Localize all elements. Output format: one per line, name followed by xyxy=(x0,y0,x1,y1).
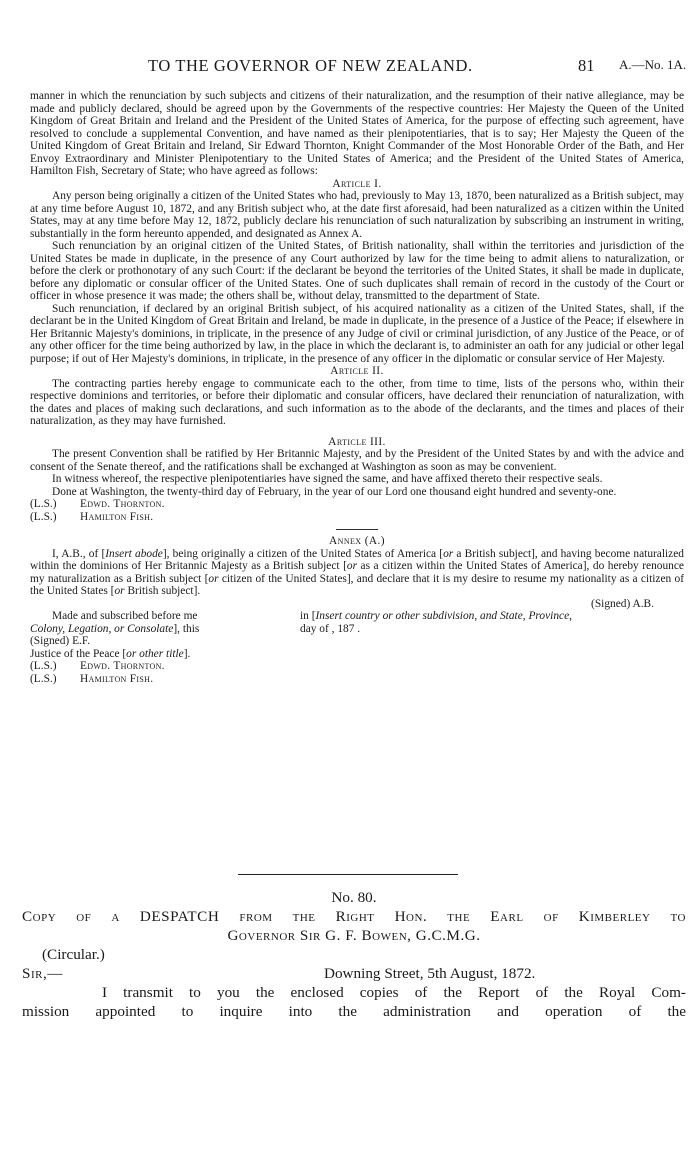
signed-ab: (Signed) A.B. xyxy=(591,597,654,610)
circular-label: (Circular.) xyxy=(42,946,105,963)
signatory-name: Edwd. Thornton. xyxy=(80,660,165,672)
article-1-paragraph: Any person being originally a citizen of the United States who had, previously to May 13, 1870, been naturalized as a British subject, may at any time before August 10, 1872, and any British subject who, at the date first aforesaid, had been naturalized as a citizen within the United States, may at any time before May 12, 1872, publicly declare his renunciation of such naturalization by subscribing an instrument in writing, substantially in the form hereunto appended, and designated as Annex A. xyxy=(30,190,684,240)
signature-line: (L.S.) Hamilton Fish. xyxy=(30,510,154,523)
salutation: Sir,— xyxy=(22,965,63,982)
despatch-number: No. 80. xyxy=(331,889,377,906)
signatory-name: Edwd. Thornton. xyxy=(80,498,165,510)
paper-reference: A.—No. 1A. xyxy=(619,57,687,72)
intro-paragraph: manner in which the renunciation by such subjects and citizens of their naturalization, and the resumption of their native allegiance, may be made and publicly declared, should be agreed upon by the Governments of the respective countries: Her Majesty the Queen of the United Kingdom of Great Britain and Ireland and the President of the United States of America, for the purpose of effecting such agreement, have resolved to conclude a supplemental Convention, and have named as their plenipotentiaries, that is to say; Her Majesty the Queen of the United Kingdom of Great Britain and Ireland, Sir Edward Thornton, Knight Commander of the Most Honorable Order of the Bath, and Her Envoy Extraordinary and Minister Plenipotentiary to the United States of America; and the President of the United States of America, Hamilton Fish, Secretary of State; who have agreed as follows: xyxy=(30,90,684,177)
annex-signature-line: (L.S.) Hamilton Fish. xyxy=(30,672,154,685)
signatory-name: Hamilton Fish. xyxy=(80,672,154,685)
convention-text xyxy=(30,90,684,685)
section-divider xyxy=(336,529,378,530)
annex-heading: Annex (A.) xyxy=(329,535,385,547)
article-1-paragraph: Such renunciation by an original citizen of the United States, of British nationality, shall within the territories and jurisdiction of the United States be made in duplicate, in the presence of any Court authorized by law for the time being to admit aliens to naturalization, or before the clerk or prothonotary of any such Court: if the declarant be beyond the territories of the United States, it shall be made in duplicate, before any diplomatic or consular officer of the United States. One of such duplicates shall remain of record in the custody of the Court or officer in whose presence it was made; the others shall be, without delay, transmitted to the department of State. xyxy=(30,240,684,302)
despatch-section xyxy=(22,888,686,1021)
despatch-body-line: I transmit to you the enclosed copies of the Report of the Royal Com- xyxy=(102,984,686,1001)
despatch-divider xyxy=(238,874,458,875)
signed-ef: (Signed) E.F. xyxy=(30,635,91,647)
justice-of-peace-line: Justice of the Peace [or other title]. xyxy=(30,647,191,660)
annex-paragraph: I, A.B., of [Insert abode], being originally a citizen of the United States of America [or a British subject], and having become naturalized within the dominions of Her Britannic Majesty as a British subject [or as a citizen within the United States of America], do hereby renounce my naturalization as a British subject [or citizen of the United States], and declare that it is my desire to resume my nationality as a citizen of the United States [or British subject]. xyxy=(30,547,684,597)
article-3-paragraph: In witness whereof, the respective plenipotentiaries have signed the same, and have affixed thereto their respective seals. xyxy=(52,473,603,485)
article-2-paragraph: The contracting parties hereby engage to communicate each to the other, from time to time, lists of the persons who, within their respective dominions and territories, or before their diplomatic and consular officers, have declared their renunciation of naturalization, with the dates and places of making such declarations, and such information as to the abode of the declarants, and the times and places of their naturalization, as they may have furnished. xyxy=(30,377,684,427)
article-1-paragraph: Such renunciation, if declared by an original British subject, of his acquired nationality as a citizen of the United States, shall, if the declarant be in the United Kingdom of Great Britain and Ireland, be made in duplicate, in the presence of a Justice of the Peace; if elsewhere in Her Britannic Majesty's dominions, in triplicate, in the presence of any Judge of civil or criminal jurisdiction, of any Justice of the Peace, or of any other officer for the time being authorized by law, in the place in which the declarant is, to administer an oath for any judicial or other legal purpose; if out of Her Majesty's dominions, in triplicate, in the presence of any officer in the diplomatic or consular service of Her Majesty. xyxy=(30,302,684,365)
made-subscribed-block: Made and subscribed before me Colony, Legation, or Consolate], this in [Insert country or other subdivision, and State, Province, day of , 187 . xyxy=(30,610,572,635)
page-header-title: TO THE GOVERNOR OF NEW ZEALAND. xyxy=(148,56,473,75)
salutation-row xyxy=(22,964,686,983)
article-3-paragraph: The present Convention shall be ratified by Her Britannic Majesty, and by the President of the United States by and with the advice and consent of the Senate thereof, and the ratifications shall be exchanged at Washington as soon as may be convenient. xyxy=(30,448,684,473)
despatch-addressee: Governor Sir G. F. Bowen, G.C.M.G. xyxy=(227,927,481,944)
page-number: 81 xyxy=(578,56,595,75)
article-3-heading: Article III. xyxy=(328,435,386,448)
article-2-heading: Article II. xyxy=(330,365,384,377)
despatch-title: Copy of a DESPATCH from the Right Hon. the Earl of Kimberley to xyxy=(22,908,686,925)
article-3-paragraph: Done at Washington, the twenty-third day of February, in the year of our Lord one thousand eight hundred and seventy-one. xyxy=(52,485,617,498)
despatch-body-line: mission appointed to inquire into the administration and operation of the xyxy=(22,1003,686,1020)
article-1-heading: Article I. xyxy=(332,177,382,190)
signatory-name: Hamilton Fish. xyxy=(80,510,154,523)
signature-line: (L.S.) Edwd. Thornton. xyxy=(30,498,165,510)
annex-signature-line: (L.S.) Edwd. Thornton. xyxy=(30,660,165,672)
place-date: Downing Street, 5th August, 1872. xyxy=(324,965,536,982)
